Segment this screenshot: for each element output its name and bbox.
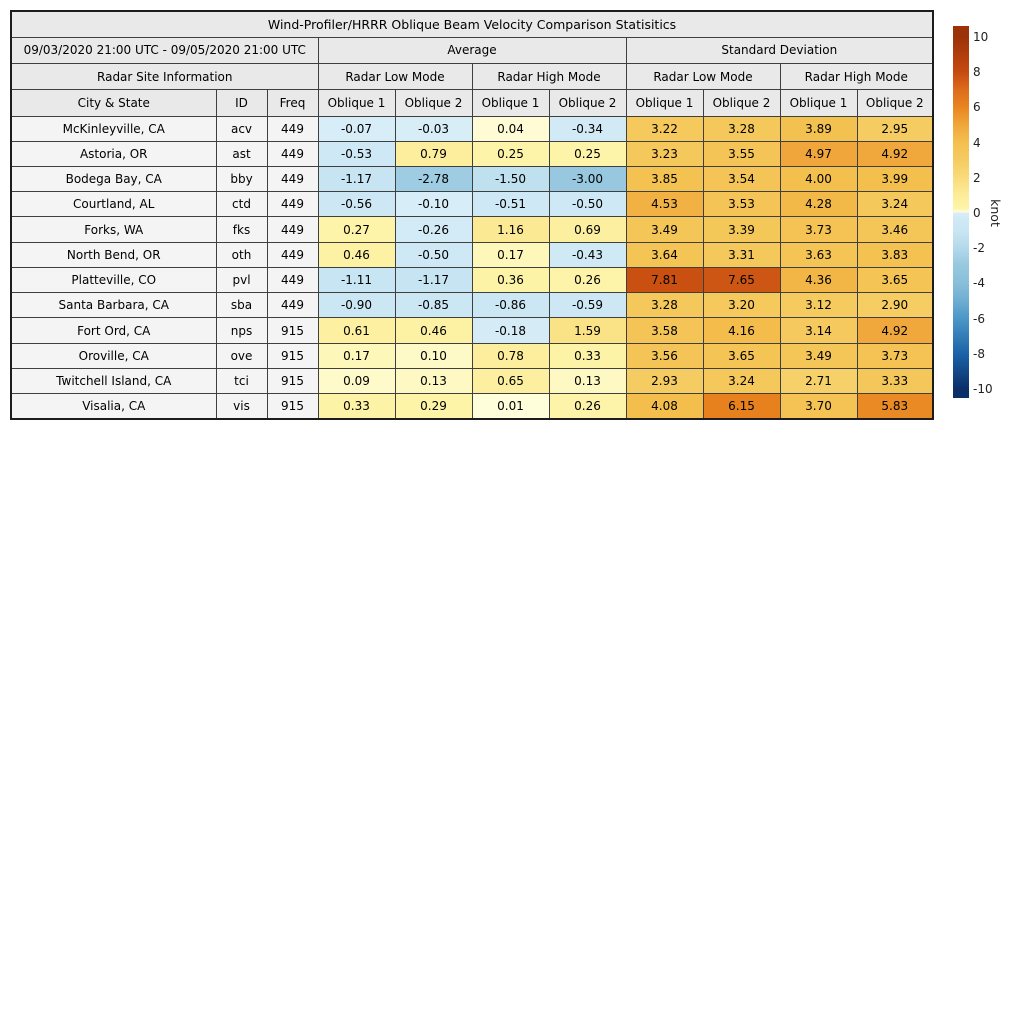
value-cell: 2.93 <box>626 368 703 393</box>
value-cell: 3.12 <box>780 293 857 318</box>
value-cell: 0.65 <box>472 368 549 393</box>
value-cell: -0.03 <box>395 116 472 141</box>
value-cell: -0.53 <box>318 141 395 166</box>
value-cell: 4.92 <box>857 141 933 166</box>
value-cell: 3.23 <box>626 141 703 166</box>
value-cell: 3.31 <box>703 242 780 267</box>
colorbar-tick-label: 4 <box>973 135 981 150</box>
table-row <box>11 368 933 393</box>
colorbar-tick-label: 2 <box>973 170 981 185</box>
value-cell: 4.28 <box>780 192 857 217</box>
std-high-mode-header: Radar High Mode <box>780 64 933 90</box>
freq-header: Freq <box>267 90 318 116</box>
colorbar-tick-label: -4 <box>973 276 985 291</box>
value-cell: 3.73 <box>857 343 933 368</box>
value-cell: 0.10 <box>395 343 472 368</box>
value-cell: 3.55 <box>703 141 780 166</box>
oblique-header: Oblique 2 <box>857 90 933 116</box>
city-cell: Visalia, CA <box>11 394 216 419</box>
value-cell: -0.59 <box>549 293 626 318</box>
value-cell: 0.25 <box>549 141 626 166</box>
group-header-row <box>11 37 933 63</box>
value-cell: -2.78 <box>395 166 472 191</box>
freq-cell: 915 <box>267 343 318 368</box>
value-cell: 0.33 <box>549 343 626 368</box>
value-cell: 4.16 <box>703 318 780 343</box>
value-cell: -0.43 <box>549 242 626 267</box>
value-cell: 3.46 <box>857 217 933 242</box>
value-cell: 4.00 <box>780 166 857 191</box>
value-cell: 3.73 <box>780 217 857 242</box>
value-cell: 0.46 <box>318 242 395 267</box>
value-cell: 0.27 <box>318 217 395 242</box>
value-cell: -0.10 <box>395 192 472 217</box>
value-cell: 3.64 <box>626 242 703 267</box>
value-cell: 3.28 <box>626 293 703 318</box>
value-cell: 3.63 <box>780 242 857 267</box>
id-cell: ove <box>216 343 267 368</box>
value-cell: -1.17 <box>395 267 472 292</box>
value-cell: 0.13 <box>395 368 472 393</box>
column-header-row <box>11 90 933 116</box>
value-cell: 3.85 <box>626 166 703 191</box>
colorbar-unit-label: knot <box>988 199 1003 227</box>
value-cell: 2.90 <box>857 293 933 318</box>
value-cell: 3.28 <box>703 116 780 141</box>
std-low-mode-header: Radar Low Mode <box>626 64 780 90</box>
value-cell: -1.11 <box>318 267 395 292</box>
value-cell: 3.83 <box>857 242 933 267</box>
table-row <box>11 116 933 141</box>
table-title: Wind-Profiler/HRRR Oblique Beam Velocity Comparison Statisitics <box>11 11 933 37</box>
colorbar-tick-label: 8 <box>973 65 981 80</box>
value-cell: 4.53 <box>626 192 703 217</box>
table-body <box>11 116 933 419</box>
value-cell: 4.97 <box>780 141 857 166</box>
freq-cell: 915 <box>267 368 318 393</box>
value-cell: 3.56 <box>626 343 703 368</box>
id-cell: ctd <box>216 192 267 217</box>
id-cell: acv <box>216 116 267 141</box>
city-cell: Oroville, CA <box>11 343 216 368</box>
id-cell: vis <box>216 394 267 419</box>
value-cell: 0.29 <box>395 394 472 419</box>
city-cell: Astoria, OR <box>11 141 216 166</box>
id-cell: sba <box>216 293 267 318</box>
table-row <box>11 293 933 318</box>
average-group-header: Average <box>318 37 626 63</box>
value-cell: 3.54 <box>703 166 780 191</box>
value-cell: 0.17 <box>318 343 395 368</box>
value-cell: 5.83 <box>857 394 933 419</box>
value-cell: 0.78 <box>472 343 549 368</box>
std-deviation-group-header: Standard Deviation <box>626 37 933 63</box>
value-cell: -0.07 <box>318 116 395 141</box>
value-cell: 0.01 <box>472 394 549 419</box>
freq-cell: 915 <box>267 394 318 419</box>
city-cell: McKinleyville, CA <box>11 116 216 141</box>
oblique-header: Oblique 2 <box>395 90 472 116</box>
colorbar-tick-label: 6 <box>973 100 981 115</box>
value-cell: 2.95 <box>857 116 933 141</box>
value-cell: -0.26 <box>395 217 472 242</box>
value-cell: -0.85 <box>395 293 472 318</box>
oblique-header: Oblique 1 <box>626 90 703 116</box>
value-cell: 1.59 <box>549 318 626 343</box>
city-state-header: City & State <box>11 90 216 116</box>
value-cell: -1.17 <box>318 166 395 191</box>
value-cell: 1.16 <box>472 217 549 242</box>
value-cell: 4.92 <box>857 318 933 343</box>
id-cell: tci <box>216 368 267 393</box>
freq-cell: 449 <box>267 293 318 318</box>
value-cell: 7.81 <box>626 267 703 292</box>
id-cell: fks <box>216 217 267 242</box>
value-cell: -0.34 <box>549 116 626 141</box>
value-cell: 3.20 <box>703 293 780 318</box>
city-cell: Santa Barbara, CA <box>11 293 216 318</box>
value-cell: 2.71 <box>780 368 857 393</box>
colorbar-tick-label: -6 <box>973 311 985 326</box>
value-cell: 3.14 <box>780 318 857 343</box>
id-cell: pvl <box>216 267 267 292</box>
freq-cell: 915 <box>267 318 318 343</box>
value-cell: -0.90 <box>318 293 395 318</box>
date-range-cell: 09/03/2020 21:00 UTC - 09/05/2020 21:00 UTC <box>11 37 318 63</box>
value-cell: 3.70 <box>780 394 857 419</box>
id-cell: ast <box>216 141 267 166</box>
value-cell: 3.39 <box>703 217 780 242</box>
table-row <box>11 343 933 368</box>
value-cell: 0.26 <box>549 267 626 292</box>
value-cell: 3.89 <box>780 116 857 141</box>
value-cell: 3.22 <box>626 116 703 141</box>
table-row <box>11 394 933 419</box>
value-cell: 0.17 <box>472 242 549 267</box>
table-row <box>11 217 933 242</box>
value-cell: 0.04 <box>472 116 549 141</box>
value-cell: 3.24 <box>703 368 780 393</box>
value-cell: 3.53 <box>703 192 780 217</box>
avg-low-mode-header: Radar Low Mode <box>318 64 472 90</box>
freq-cell: 449 <box>267 217 318 242</box>
value-cell: 3.58 <box>626 318 703 343</box>
value-cell: 0.25 <box>472 141 549 166</box>
value-cell: -0.56 <box>318 192 395 217</box>
id-header: ID <box>216 90 267 116</box>
id-cell: nps <box>216 318 267 343</box>
city-cell: North Bend, OR <box>11 242 216 267</box>
freq-cell: 449 <box>267 267 318 292</box>
mode-header-row <box>11 64 933 90</box>
freq-cell: 449 <box>267 116 318 141</box>
colorbar-tick-label: -2 <box>973 241 985 256</box>
id-cell: oth <box>216 242 267 267</box>
value-cell: -1.50 <box>472 166 549 191</box>
oblique-header: Oblique 1 <box>472 90 549 116</box>
oblique-header: Oblique 2 <box>703 90 780 116</box>
value-cell: -0.50 <box>549 192 626 217</box>
colorbar-tick-label: -10 <box>973 382 993 396</box>
value-cell: 3.99 <box>857 166 933 191</box>
city-cell: Bodega Bay, CA <box>11 166 216 191</box>
oblique-header: Oblique 2 <box>549 90 626 116</box>
value-cell: 0.79 <box>395 141 472 166</box>
value-cell: 7.65 <box>703 267 780 292</box>
oblique-header: Oblique 1 <box>318 90 395 116</box>
value-cell: -0.50 <box>395 242 472 267</box>
colorbar-tick-label: -8 <box>973 346 985 361</box>
value-cell: 0.09 <box>318 368 395 393</box>
id-cell: bby <box>216 166 267 191</box>
table-row <box>11 141 933 166</box>
oblique-header: Oblique 1 <box>780 90 857 116</box>
value-cell: -0.51 <box>472 192 549 217</box>
freq-cell: 449 <box>267 192 318 217</box>
city-cell: Fort Ord, CA <box>11 318 216 343</box>
table-row <box>11 318 933 343</box>
value-cell: -0.18 <box>472 318 549 343</box>
freq-cell: 449 <box>267 242 318 267</box>
value-cell: 3.33 <box>857 368 933 393</box>
value-cell: 3.65 <box>703 343 780 368</box>
value-cell: 0.69 <box>549 217 626 242</box>
table-row <box>11 267 933 292</box>
title-row <box>11 11 933 37</box>
value-cell: 0.26 <box>549 394 626 419</box>
value-cell: 0.13 <box>549 368 626 393</box>
freq-cell: 449 <box>267 166 318 191</box>
table-row <box>11 192 933 217</box>
value-cell: 4.36 <box>780 267 857 292</box>
colorbar-tick-label: 0 <box>973 206 981 220</box>
value-cell: 0.61 <box>318 318 395 343</box>
value-cell: 3.24 <box>857 192 933 217</box>
value-cell: 4.08 <box>626 394 703 419</box>
city-cell: Twitchell Island, CA <box>11 368 216 393</box>
avg-high-mode-header: Radar High Mode <box>472 64 626 90</box>
colorbar-tick-label: 10 <box>973 30 989 44</box>
value-cell: -3.00 <box>549 166 626 191</box>
freq-cell: 449 <box>267 141 318 166</box>
colorbar <box>953 26 969 398</box>
value-cell: 3.49 <box>780 343 857 368</box>
stats-table <box>10 10 934 420</box>
value-cell: 3.65 <box>857 267 933 292</box>
value-cell: 0.46 <box>395 318 472 343</box>
city-cell: Forks, WA <box>11 217 216 242</box>
radar-site-info-header: Radar Site Information <box>11 64 318 90</box>
table-row <box>11 242 933 267</box>
value-cell: -0.86 <box>472 293 549 318</box>
value-cell: 3.49 <box>626 217 703 242</box>
value-cell: 0.33 <box>318 394 395 419</box>
city-cell: Courtland, AL <box>11 192 216 217</box>
table-row <box>11 166 933 191</box>
value-cell: 0.36 <box>472 267 549 292</box>
city-cell: Platteville, CO <box>11 267 216 292</box>
value-cell: 6.15 <box>703 394 780 419</box>
